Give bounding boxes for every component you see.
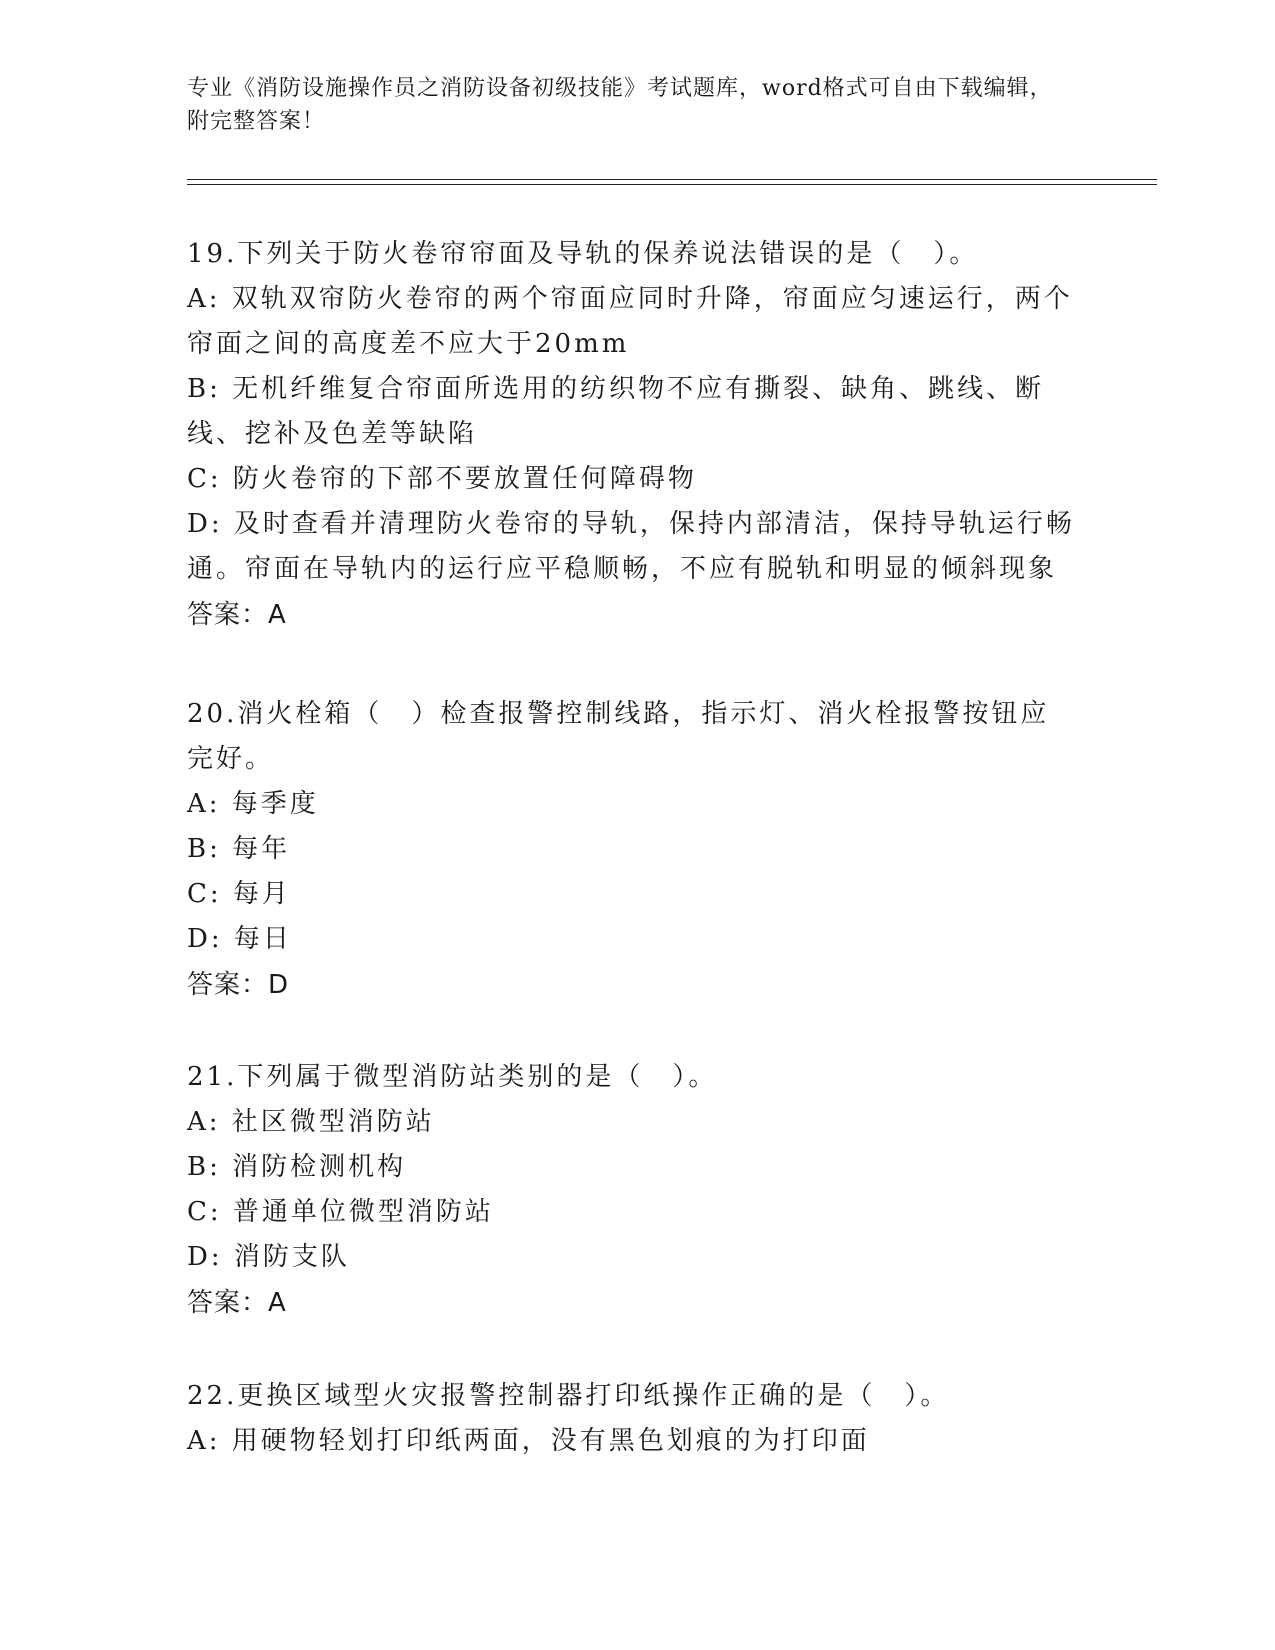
- header-divider-top: [187, 179, 1157, 180]
- option-a: A: 社区微型消防站: [187, 1107, 435, 1137]
- question-22: [187, 1374, 1077, 1464]
- option-a: A: 双轨双帘防火卷帘的两个帘面应同时升降，帘面应匀速运行，两个帘面之间的高度差不应大于20mm: [187, 284, 1073, 359]
- answer: 答案：A: [187, 1288, 287, 1318]
- question-stem: 22.更换区域型火灾报警控制器打印纸操作正确的是（ ）。: [187, 1381, 950, 1411]
- question-21: [187, 1055, 1077, 1326]
- question-19: [187, 232, 1077, 638]
- option-a: A: 用硬物轻划打印纸两面，没有黑色划痕的为打印面: [187, 1426, 870, 1456]
- question-20: [187, 692, 1077, 1008]
- question-stem: 21.下列属于微型消防站类别的是（ ）。: [187, 1062, 718, 1092]
- answer: 答案：D: [187, 970, 290, 1000]
- header-divider-bottom: [187, 184, 1157, 185]
- question-stem: 20.消火栓箱（ ）检查报警控制线路，指示灯、消火栓报警按钮应完好。: [187, 699, 1050, 774]
- document-header: 专业《消防设施操作员之消防设备初级技能》考试题库，word格式可自由下载编辑，附完整答案！: [187, 76, 1053, 134]
- question-stem: 19.下列关于防火卷帘帘面及导轨的保养说法错误的是（ ）。: [187, 239, 979, 269]
- option-b: B: 无机纤维复合帘面所选用的纺织物不应有撕裂、缺角、跳线、断线、挖补及色差等缺陷: [187, 374, 1045, 449]
- option-b: B: 每年: [187, 834, 291, 864]
- option-c: C: 防火卷帘的下部不要放置任何障碍物: [187, 464, 697, 494]
- option-d: D: 每日: [187, 924, 292, 954]
- option-d: D: 消防支队: [187, 1242, 350, 1272]
- option-b: B: 消防检测机构: [187, 1152, 407, 1182]
- answer: 答案：A: [187, 600, 287, 630]
- option-c: C: 普通单位微型消防站: [187, 1197, 494, 1227]
- option-a: A: 每季度: [187, 789, 319, 819]
- option-c: C: 每月: [187, 879, 291, 909]
- option-d: D: 及时查看并清理防火卷帘的导轨，保持内部清洁，保持导轨运行畅通。帘面在导轨内的运行应平稳顺畅，不应有脱轨和明显的倾斜现象: [187, 509, 1075, 584]
